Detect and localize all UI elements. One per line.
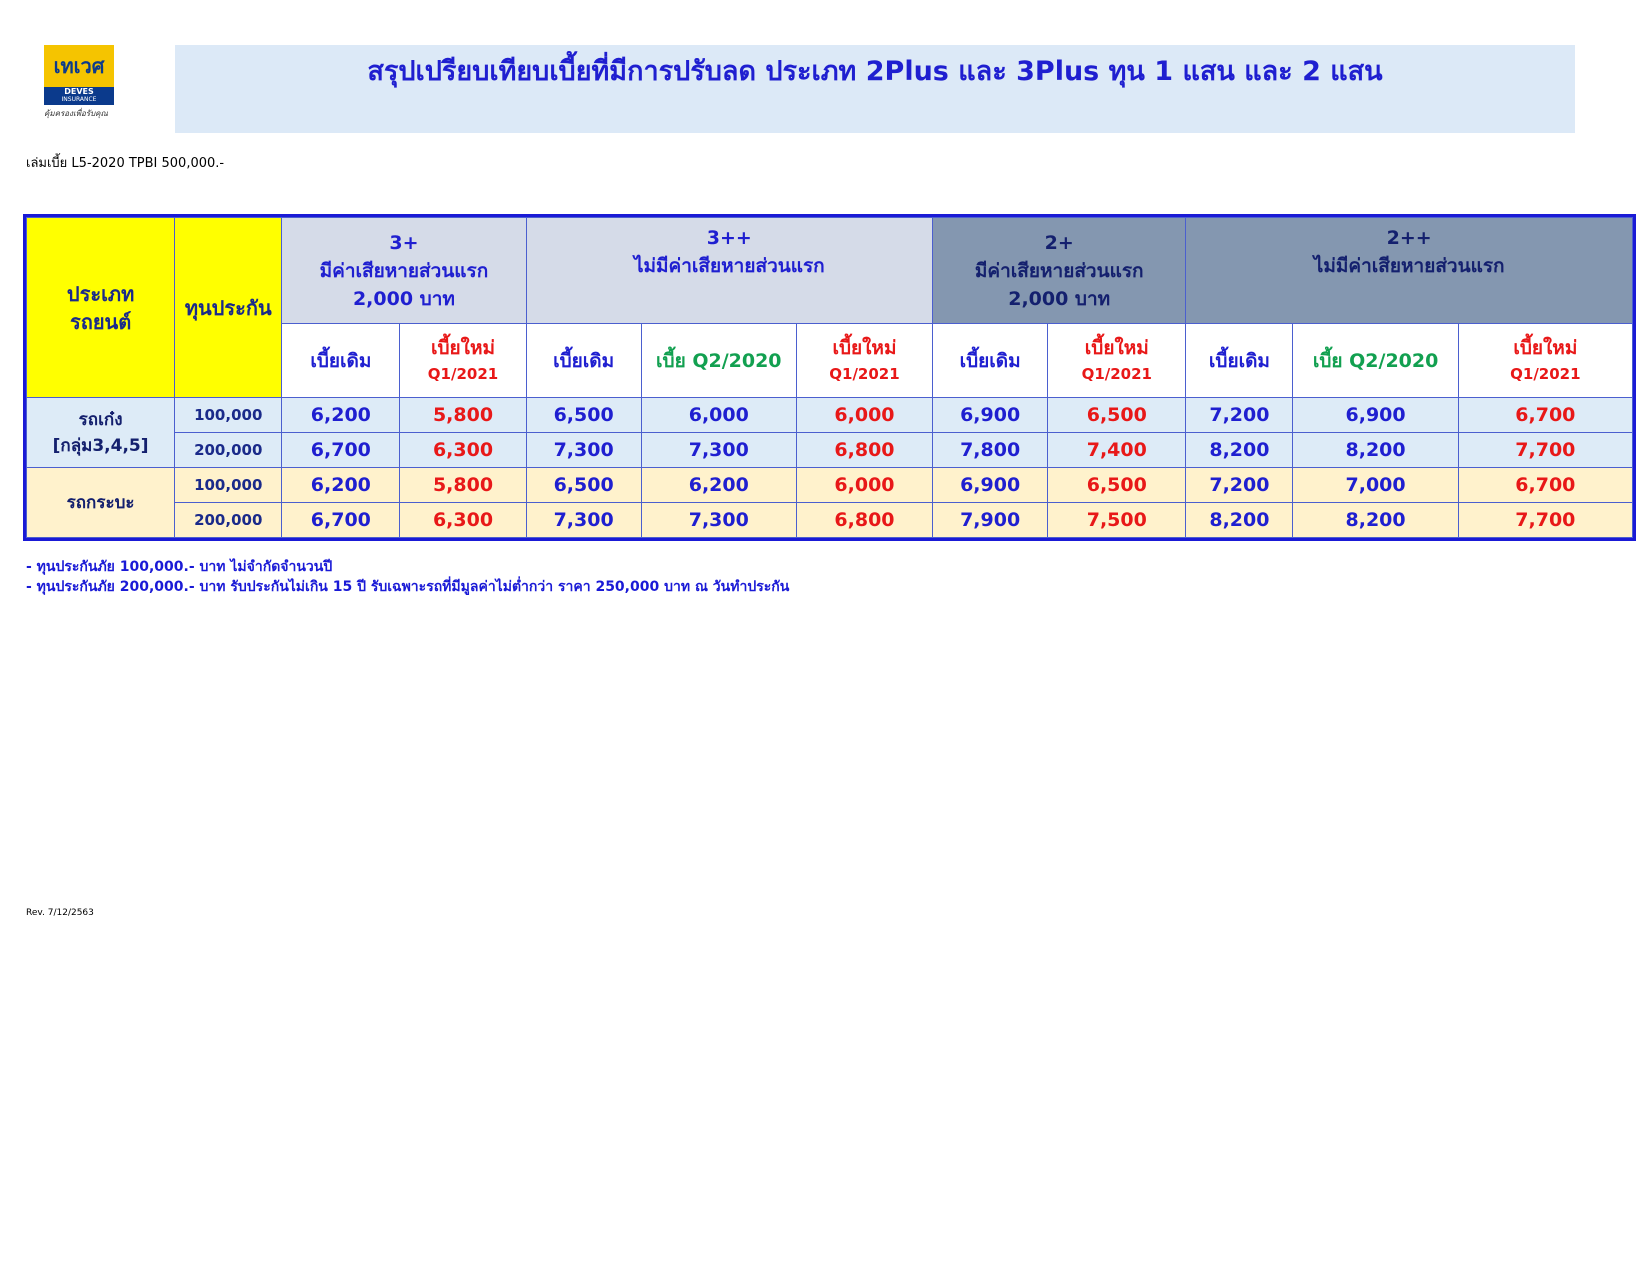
group-3plus-desc: มีค่าเสียหายส่วนแรก [319, 259, 489, 282]
premium-cell: 6,700 [1458, 398, 1632, 433]
premium-cell: 6,000 [641, 398, 796, 433]
premium-cell: 8,200 [1293, 503, 1458, 538]
capital-cell: 100,000 [175, 468, 282, 503]
sub-header-new [400, 324, 526, 398]
sub-header-new-line1: เบี้ยใหม่ [1084, 336, 1149, 359]
premium-cell: 6,300 [400, 503, 526, 538]
premium-cell: 7,700 [1458, 503, 1632, 538]
sub-header-new-line2: Q1/2021 [829, 364, 900, 383]
premium-book-line: เล่มเบี้ย L5-2020 TPBI 500,000.- [26, 156, 225, 171]
vehicle-type-line1: รถกระบะ [66, 492, 135, 513]
premium-cell: 6,200 [282, 468, 400, 503]
vehicle-type-line2: [กลุ่ม3,4,5] [52, 435, 149, 456]
premium-cell: 5,800 [400, 468, 526, 503]
sub-header-q2-2020: เบี้ย Q2/2020 [1293, 324, 1458, 398]
table-row [27, 433, 1633, 468]
premium-cell: 7,300 [641, 433, 796, 468]
sub-header-new-line2: Q1/2021 [427, 364, 499, 383]
premium-cell: 6,900 [933, 468, 1048, 503]
sub-header-new [796, 324, 932, 398]
premium-cell: 6,500 [1048, 398, 1186, 433]
premium-cell: 7,000 [1293, 468, 1458, 503]
group-2plusplus-code: 2++ [1386, 227, 1432, 249]
premium-cell: 6,500 [526, 398, 641, 433]
capital-cell: 200,000 [175, 433, 282, 468]
premium-cell: 7,900 [933, 503, 1048, 538]
group-2plus-code: 2+ [1044, 231, 1074, 254]
sub-header-new [1458, 324, 1632, 398]
group-3plus-extra: 2,000 บาท [352, 287, 455, 310]
group-header-3plusplus [526, 218, 932, 324]
vehicle-type-cell [27, 398, 175, 468]
sub-header-old: เบี้ยเดิม [933, 324, 1048, 398]
premium-cell: 6,500 [526, 468, 641, 503]
page-title: สรุปเปรียบเทียบเบี้ยที่มีการปรับลด ประเภท 2Plus และ 3Plus ทุน 1 แสน และ 2 แสน [367, 56, 1383, 87]
vehicle-type-line1: รถเก๋ง [78, 409, 123, 430]
sub-header-new-line1: เบี้ยใหม่ [832, 336, 897, 359]
notes [26, 557, 789, 597]
deves-logo [44, 45, 120, 123]
premium-cell: 6,200 [282, 398, 400, 433]
premium-cell: 7,300 [641, 503, 796, 538]
premium-cell: 6,900 [1293, 398, 1458, 433]
header-vehicle-type-line2: รถยนต์ [69, 309, 132, 334]
group-2plus-desc: มีค่าเสียหายส่วนแรก [974, 259, 1144, 282]
vehicle-type-cell [27, 468, 175, 538]
table-row [27, 503, 1633, 538]
premium-cell: 8,200 [1186, 433, 1293, 468]
sub-header-q2-2020: เบี้ย Q2/2020 [641, 324, 796, 398]
premium-cell: 8,200 [1293, 433, 1458, 468]
premium-cell: 7,300 [526, 433, 641, 468]
header-capital: ทุนประกัน [175, 218, 282, 398]
sub-header-old: เบี้ยเดิม [282, 324, 400, 398]
premium-cell: 7,800 [933, 433, 1048, 468]
logo-thai-text: เทเวศ [53, 54, 105, 78]
sub-header-new-line2: Q1/2021 [1510, 364, 1581, 383]
premium-cell: 6,000 [796, 398, 932, 433]
sub-header-old: เบี้ยเดิม [526, 324, 641, 398]
group-2plus-extra: 2,000 บาท [1008, 287, 1111, 310]
premium-cell: 7,200 [1186, 398, 1293, 433]
logo-tagline: คุ้มครองเพื่อรับคุณ [44, 109, 108, 118]
header-vehicle-type [27, 218, 175, 398]
sub-header-old: เบี้ยเดิม [1186, 324, 1293, 398]
premium-cell: 6,500 [1048, 468, 1186, 503]
premium-cell: 8,200 [1186, 503, 1293, 538]
group-3plusplus-code: 3++ [706, 227, 752, 249]
note-line: - ทุนประกันภัย 100,000.- บาท ไม่จำกัดจำนวนปี [26, 559, 333, 575]
group-header-3plus [282, 218, 526, 324]
premium-cell: 7,700 [1458, 433, 1632, 468]
table-body [27, 398, 1633, 538]
premium-cell: 6,800 [796, 433, 932, 468]
premium-comparison-table [26, 217, 1633, 538]
title-band [175, 45, 1575, 133]
header-vehicle-type-line1: ประเภท [66, 281, 135, 306]
premium-cell: 5,800 [400, 398, 526, 433]
premium-cell: 6,700 [1458, 468, 1632, 503]
sub-header-new-line1: เบี้ยใหม่ [430, 336, 495, 359]
premium-cell: 7,400 [1048, 433, 1186, 468]
logo-box [44, 45, 114, 105]
logo-band [44, 87, 114, 105]
capital-cell: 200,000 [175, 503, 282, 538]
group-2plusplus-desc: ไม่มีค่าเสียหายส่วนแรก [1313, 255, 1505, 277]
premium-cell: 6,800 [796, 503, 932, 538]
premium-cell: 7,200 [1186, 468, 1293, 503]
premium-cell: 7,500 [1048, 503, 1186, 538]
premium-cell: 6,700 [282, 433, 400, 468]
table-row [27, 398, 1633, 433]
premium-cell: 6,300 [400, 433, 526, 468]
revision-label: Rev. 7/12/2563 [26, 908, 94, 918]
group-header-2plus [933, 218, 1186, 324]
premium-cell: 6,700 [282, 503, 400, 538]
sub-header-new [1048, 324, 1186, 398]
premium-cell: 6,000 [796, 468, 932, 503]
group-header-2plusplus [1186, 218, 1633, 324]
capital-cell: 100,000 [175, 398, 282, 433]
group-3plusplus-desc: ไม่มีค่าเสียหายส่วนแรก [633, 255, 825, 277]
table-row [27, 468, 1633, 503]
premium-cell: 6,200 [641, 468, 796, 503]
sub-header-new-line1: เบี้ยใหม่ [1513, 336, 1578, 359]
premium-cell: 7,300 [526, 503, 641, 538]
group-3plus-code: 3+ [389, 231, 419, 254]
note-line: - ทุนประกันภัย 200,000.- บาท รับประกันไม่เกิน 15 ปี รับเฉพาะรถที่มีมูลค่าไม่ต่ำกว่า ราคา 250,000 บาท ณ วันทำประกัน [26, 579, 790, 595]
logo-en-line2: INSURANCE [61, 96, 97, 103]
premium-cell: 6,900 [933, 398, 1048, 433]
sub-header-new-line2: Q1/2021 [1081, 364, 1152, 383]
premium-table-wrapper [23, 214, 1636, 541]
logo-en-line1: DEVES [64, 87, 94, 96]
